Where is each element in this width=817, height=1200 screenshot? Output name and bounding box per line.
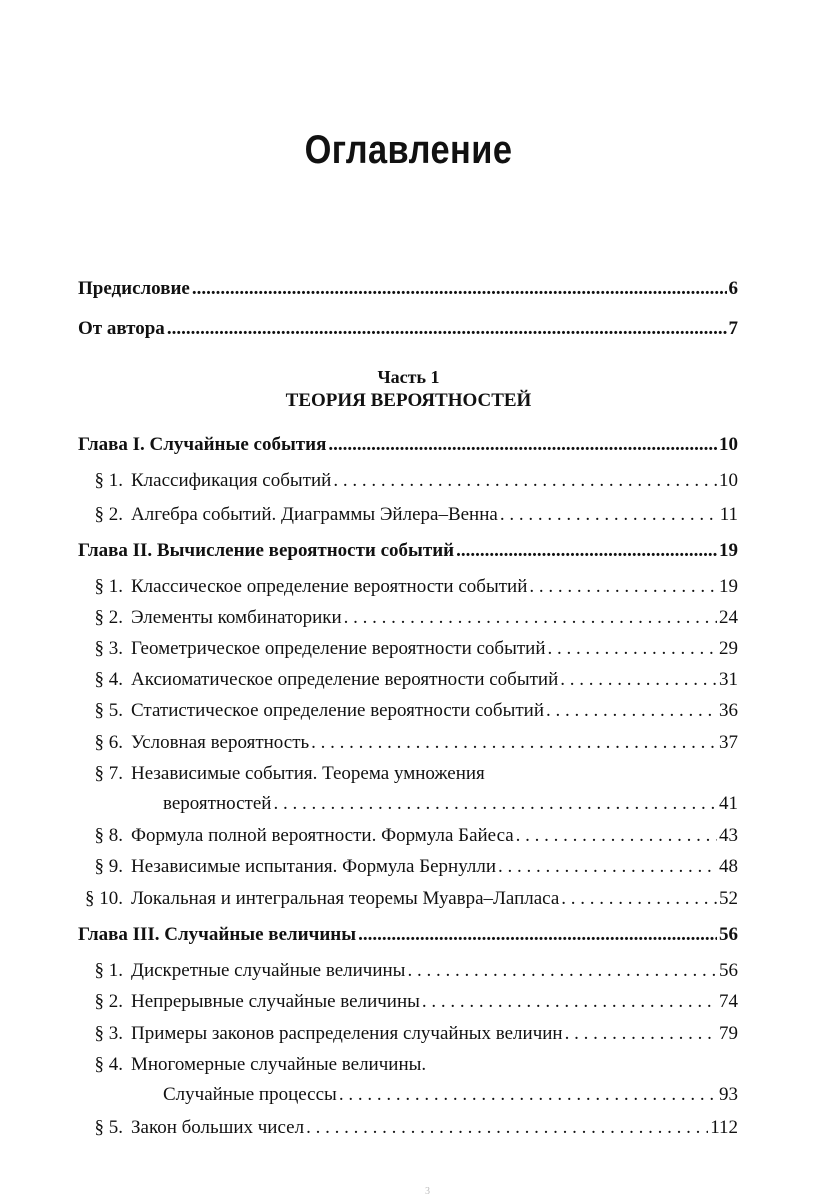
entry-label: Дискретные случайные величины xyxy=(131,960,406,981)
entry-label: Многомерные случайные величины. xyxy=(131,1054,427,1075)
entry-page: 36 xyxy=(719,700,738,721)
entry-page: 52 xyxy=(719,888,738,909)
entry-label: Независимые испытания. Формула Бернулли xyxy=(131,856,496,877)
entry-page: 6 xyxy=(728,278,738,299)
entry-page: 43 xyxy=(719,825,738,846)
toc-entry-section[interactable] xyxy=(78,605,738,631)
dot-leader xyxy=(500,502,718,528)
toc-entry-section-line2[interactable] xyxy=(131,1082,738,1108)
entry-page: 112 xyxy=(710,1117,738,1138)
entry-label: Примеры законов распределения случайных величин xyxy=(131,1023,563,1044)
dot-leader xyxy=(456,538,717,564)
entry-page: 93 xyxy=(719,1084,738,1105)
section-number: § 10. xyxy=(85,888,123,909)
section-number: § 1. xyxy=(94,960,123,981)
entry-label: Непрерывные случайные величины xyxy=(131,991,420,1012)
entry-page: 56 xyxy=(719,960,738,981)
toc-entry-section[interactable] xyxy=(78,958,738,984)
dot-leader xyxy=(339,1082,717,1108)
toc-entry-section[interactable] xyxy=(78,886,738,912)
section-number: § 5. xyxy=(94,1117,123,1138)
dot-leader xyxy=(407,958,717,984)
section-number: § 2. xyxy=(94,504,123,525)
entry-page: 37 xyxy=(719,732,738,753)
entry-page: 29 xyxy=(719,638,738,659)
dot-leader xyxy=(565,1021,717,1047)
section-number: § 1. xyxy=(94,576,123,597)
dot-leader xyxy=(306,1115,708,1141)
entry-page: 19 xyxy=(719,540,738,561)
part-number: Часть 1 xyxy=(377,367,440,387)
entry-page: 7 xyxy=(728,318,738,339)
entry-label: Закон больших чисел xyxy=(131,1117,305,1138)
entry-label: Классическое определение вероятности событий xyxy=(131,576,528,597)
dot-leader xyxy=(333,468,717,494)
section-number: § 6. xyxy=(94,732,123,753)
dot-leader xyxy=(167,316,727,342)
entry-label: Элементы комбинаторики xyxy=(131,607,342,628)
toc-entry-section-line1[interactable] xyxy=(78,761,738,787)
dot-leader xyxy=(548,636,717,662)
entry-page: 41 xyxy=(719,793,738,814)
toc-entry-chapter[interactable] xyxy=(78,432,738,458)
dot-leader xyxy=(422,989,717,1015)
dot-leader xyxy=(344,605,717,631)
dot-leader xyxy=(192,276,727,302)
dot-leader xyxy=(560,667,717,693)
entry-page: 11 xyxy=(719,504,738,525)
section-number: § 1. xyxy=(94,470,123,491)
entry-page: 79 xyxy=(719,1023,738,1044)
toc-entry-section[interactable] xyxy=(78,823,738,849)
entry-page: 48 xyxy=(719,856,738,877)
section-number: § 2. xyxy=(94,607,123,628)
dot-leader xyxy=(546,698,717,724)
toc-entry-section[interactable] xyxy=(78,574,738,600)
toc-entry-section[interactable] xyxy=(78,854,738,880)
toc-entry-section-line2[interactable] xyxy=(131,791,738,817)
toc-entry-chapter[interactable] xyxy=(78,922,738,948)
section-number: § 2. xyxy=(94,991,123,1012)
entry-label: Условная вероятность xyxy=(131,732,310,753)
toc-entry-section[interactable] xyxy=(78,667,738,693)
entry-label: Классификация событий xyxy=(131,470,332,491)
section-number: § 5. xyxy=(94,700,123,721)
dot-leader xyxy=(273,791,717,817)
entry-label: Статистическое определение вероятности событий xyxy=(131,700,545,721)
section-number: § 9. xyxy=(94,856,123,877)
entry-page: 31 xyxy=(719,669,738,690)
dot-leader xyxy=(498,854,717,880)
section-number: § 4. xyxy=(94,1054,123,1075)
dot-leader xyxy=(328,432,717,458)
entry-page: 10 xyxy=(719,434,738,455)
part-title: ТЕОРИЯ ВЕРОЯТНОСТЕЙ xyxy=(285,390,532,411)
section-number: § 4. xyxy=(94,669,123,690)
toc-entry-chapter[interactable] xyxy=(78,538,738,564)
toc-entry-section[interactable] xyxy=(78,989,738,1015)
dot-leader xyxy=(516,823,717,849)
toc-entry-section[interactable] xyxy=(78,1115,738,1141)
page-title: Оглавление xyxy=(304,128,513,172)
toc-entry-section[interactable] xyxy=(78,1021,738,1047)
entry-label: Формула полной вероятности. Формула Байеса xyxy=(131,825,514,846)
entry-label: Глава III. Случайные величины xyxy=(78,924,357,945)
dot-leader xyxy=(529,574,717,600)
entry-label: Аксиоматическое определение вероятности событий xyxy=(131,669,559,690)
dot-leader xyxy=(561,886,717,912)
entry-label: Геометрическое определение вероятности событий xyxy=(131,638,546,659)
toc-entry-section[interactable] xyxy=(78,502,738,528)
entry-label: Локальная и интегральная теоремы Муавра–Лапласа xyxy=(131,888,560,909)
entry-label: Алгебра событий. Диаграммы Эйлера–Венна xyxy=(131,504,498,525)
page-number: 3 xyxy=(425,1186,430,1197)
entry-label: Предисловие xyxy=(78,278,190,299)
toc-entry-section[interactable] xyxy=(78,636,738,662)
toc-entry-preface[interactable] xyxy=(78,276,738,302)
entry-label: Глава II. Вычисление вероятности событий xyxy=(78,540,455,561)
section-number: § 7. xyxy=(94,763,123,784)
entry-label: Независимые события. Теорема умножения xyxy=(131,763,485,784)
entry-label-continued: Случайные процессы xyxy=(163,1084,337,1105)
toc-entry-section-line1[interactable] xyxy=(78,1052,738,1078)
entry-page: 19 xyxy=(719,576,738,597)
section-number: § 3. xyxy=(94,638,123,659)
section-number: § 3. xyxy=(94,1023,123,1044)
entry-page: 74 xyxy=(719,991,738,1012)
entry-label: Глава I. Случайные события xyxy=(78,434,327,455)
toc-entry-section[interactable] xyxy=(78,468,738,494)
dot-leader xyxy=(358,922,717,948)
entry-page: 10 xyxy=(719,470,738,491)
entry-page: 56 xyxy=(719,924,738,945)
toc-entry-section[interactable] xyxy=(78,730,738,756)
entry-label: От автора xyxy=(78,318,165,339)
entry-label-continued: вероятностей xyxy=(163,793,272,814)
toc-entry-section[interactable] xyxy=(78,698,738,724)
dot-leader xyxy=(311,730,717,756)
toc-entry-author[interactable] xyxy=(78,316,738,342)
entry-page: 24 xyxy=(719,607,738,628)
section-number: § 8. xyxy=(94,825,123,846)
